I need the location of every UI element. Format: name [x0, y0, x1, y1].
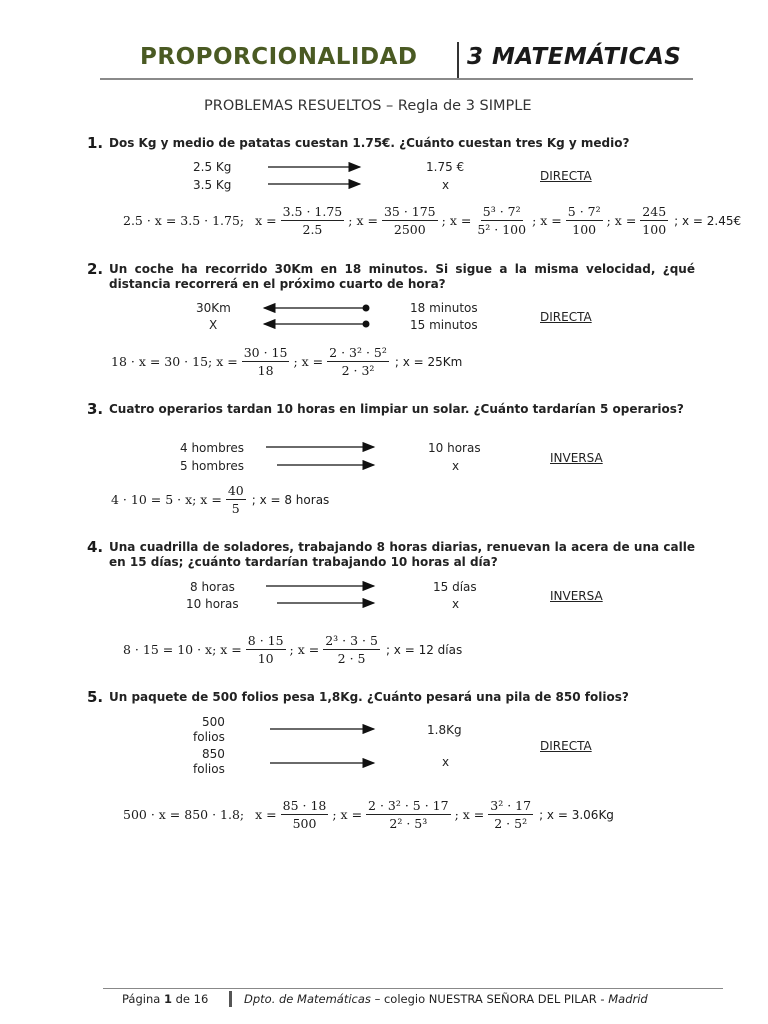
- problem-1-row1-right: 1.75 €: [426, 160, 465, 174]
- fraction: [640, 204, 668, 237]
- eq-prefix: ; x =: [606, 213, 637, 228]
- problem-2-type: DIRECTA: [540, 310, 592, 324]
- eq-result: ; x = 3.06Kg: [539, 807, 614, 822]
- numerator: 40: [227, 483, 244, 498]
- eq-lhs: 500 · x = 850 · 1.8;: [123, 807, 245, 822]
- numerator: 8 · 15: [247, 633, 284, 648]
- eq-prefix: ; x =: [289, 642, 320, 657]
- denominator: 10: [257, 651, 274, 666]
- problem-4-equation: [122, 633, 462, 666]
- footer-school: – colegio NUESTRA SEÑORA DEL PILAR -: [374, 992, 605, 1006]
- problem-5-row2-left-unit: folios: [193, 762, 225, 776]
- footer-dept: Dpto. de Matemáticas: [244, 992, 371, 1006]
- numerator: 5 · 7²: [567, 204, 601, 219]
- problem-2-question: Un coche ha recorrido 30Km en 18 minutos. Si sigue a la misma velocidad, ¿qué distancia recorrerá en el próximo cuarto de hora?: [109, 262, 695, 291]
- numerator: 2 · 3² · 5 · 17: [368, 798, 449, 813]
- problem-5-number: 5.: [87, 688, 104, 706]
- eq-prefix: ; x =: [293, 354, 324, 369]
- problem-5-row1-left-unit: folios: [193, 730, 225, 744]
- denominator: 100: [642, 222, 667, 237]
- eq-prefix: x =: [255, 807, 277, 822]
- numerator: 5³ · 7²: [482, 204, 521, 219]
- problem-2-row2-right: 15 minutos: [410, 318, 478, 332]
- numerator: 2³ · 3 · 5: [325, 633, 378, 648]
- denominator: 2.5: [302, 222, 323, 237]
- denominator: 2 · 5: [337, 651, 366, 666]
- header-rule: [100, 78, 693, 80]
- fraction: [566, 204, 603, 237]
- problem-1-number: 1.: [87, 134, 104, 152]
- problem-4-row2-right: x: [452, 597, 460, 611]
- eq-lhs: 8 · 15 = 10 · x; x =: [123, 642, 242, 657]
- problem-1-row2-right: x: [442, 178, 450, 192]
- denominator: 2500: [393, 222, 426, 237]
- footer-city: Madrid: [608, 992, 648, 1006]
- problem-5-row1-left-num: 500: [202, 715, 225, 729]
- denominator: 500: [292, 816, 317, 831]
- footer-page-current: 1: [163, 992, 172, 1006]
- denominator: 2 · 5²: [494, 816, 528, 831]
- problem-3-row2-right: x: [452, 459, 460, 473]
- fraction: [281, 798, 329, 831]
- problem-2-row2-left: X: [209, 318, 218, 332]
- problem-4-row1-right: 15 días: [433, 580, 477, 594]
- numerator: 2 · 3² · 5²: [329, 345, 387, 360]
- problem-5-row2-left-num: 850: [202, 747, 225, 761]
- problem-3-row1-right: 10 horas: [428, 441, 481, 455]
- eq-prefix: ; x =: [454, 807, 485, 822]
- eq-lhs: 2.5 · x = 3.5 · 1.75;: [123, 213, 245, 228]
- denominator: 100: [572, 222, 597, 237]
- problem-4-row1-left: 8 horas: [190, 580, 235, 594]
- problem-3-type: INVERSA: [550, 451, 603, 465]
- problem-4-row2-left: 10 horas: [186, 597, 239, 611]
- footer-rule: [103, 988, 723, 989]
- p2-dot-2: [363, 321, 370, 328]
- fraction: [366, 798, 451, 831]
- problem-2-row1-right: 18 minutos: [410, 301, 478, 315]
- problem-4-question: Una cuadrilla de soladores, trabajando 8 horas diarias, renuevan la acera de una calle en 15 días; ¿cuánto tardarían trabajando 10 horas al día?: [109, 540, 695, 569]
- denominator: 5: [231, 501, 240, 516]
- footer-page-info: [122, 992, 208, 1006]
- problem-5-type: DIRECTA: [540, 739, 592, 753]
- denominator: 2² · 5³: [389, 816, 428, 831]
- problem-1-equation: [122, 204, 741, 237]
- numerator: 30 · 15: [243, 345, 288, 360]
- problem-4-number: 4.: [87, 538, 104, 556]
- footer-page-total: de 16: [175, 992, 209, 1006]
- numerator: 3² · 17: [490, 798, 532, 813]
- fraction: [323, 633, 380, 666]
- problem-1-row2-left: 3.5 Kg: [193, 178, 232, 192]
- eq-prefix: x =: [255, 213, 277, 228]
- document-title: PROPORCIONALIDAD: [140, 44, 418, 70]
- p2-dot-1: [363, 305, 370, 312]
- denominator: 18: [257, 363, 274, 378]
- problem-5-equation: [122, 798, 614, 831]
- fraction: [242, 345, 290, 378]
- course-title: 3 MATEMÁTICAS: [467, 44, 682, 70]
- numerator: 85 · 18: [282, 798, 327, 813]
- fraction: [281, 204, 345, 237]
- denominator: 2 · 3²: [341, 363, 375, 378]
- footer-school-info: [244, 992, 648, 1006]
- problem-3-number: 3.: [87, 400, 104, 418]
- problem-3-row2-left: 5 hombres: [180, 459, 245, 473]
- problem-3-equation: [110, 483, 329, 516]
- eq-prefix: ; x =: [441, 213, 472, 228]
- eq-lhs: 4 · 10 = 5 · x; x =: [111, 492, 222, 507]
- eq-lhs: 18 · x = 30 · 15; x =: [111, 354, 238, 369]
- problem-1-type: DIRECTA: [540, 169, 592, 183]
- problem-1-question: Dos Kg y medio de patatas cuestan 1.75€. ¿Cuánto cuestan tres Kg y medio?: [109, 136, 630, 150]
- footer-page-label: Página: [122, 992, 161, 1006]
- fraction: [488, 798, 533, 831]
- eq-prefix: ; x =: [332, 807, 363, 822]
- denominator: 5² · 100: [477, 222, 527, 237]
- problem-5-question: Un paquete de 500 folios pesa 1,8Kg. ¿Cuánto pesará una pila de 850 folios?: [109, 690, 629, 704]
- problem-2-row1-left: 30Km: [196, 301, 231, 315]
- fraction: [327, 345, 389, 378]
- fraction: [475, 204, 528, 237]
- eq-result: ; x = 8 horas: [251, 492, 330, 507]
- fraction: [246, 633, 286, 666]
- numerator: 35 · 175: [383, 204, 436, 219]
- title-divider: [457, 42, 459, 78]
- eq-result: ; x = 12 días: [385, 642, 463, 657]
- problem-3-row1-left: 4 hombres: [180, 441, 245, 455]
- numerator: 245: [642, 204, 667, 219]
- fraction: [226, 483, 246, 516]
- eq-result: ; x = 25Km: [394, 354, 463, 369]
- section-subtitle: PROBLEMAS RESUELTOS – Regla de 3 SIMPLE: [204, 98, 532, 114]
- problem-1-row1-left: 2.5 Kg: [193, 160, 232, 174]
- fraction: [382, 204, 438, 237]
- problem-2-equation: [110, 345, 462, 378]
- problem-5-row2-right: x: [442, 755, 450, 769]
- problem-2-number: 2.: [87, 260, 104, 278]
- numerator: 3.5 · 1.75: [282, 204, 343, 219]
- problem-3-question: Cuatro operarios tardan 10 horas en limpiar un solar. ¿Cuánto tardarían 5 operarios?: [109, 402, 684, 416]
- eq-prefix: ; x =: [532, 213, 562, 228]
- problem-5-row1-right: 1.8Kg: [427, 723, 462, 737]
- eq-result: ; x = 2.45€: [674, 213, 742, 228]
- eq-prefix: ; x =: [348, 213, 378, 228]
- problem-4-type: INVERSA: [550, 589, 603, 603]
- footer-divider: [229, 991, 232, 1007]
